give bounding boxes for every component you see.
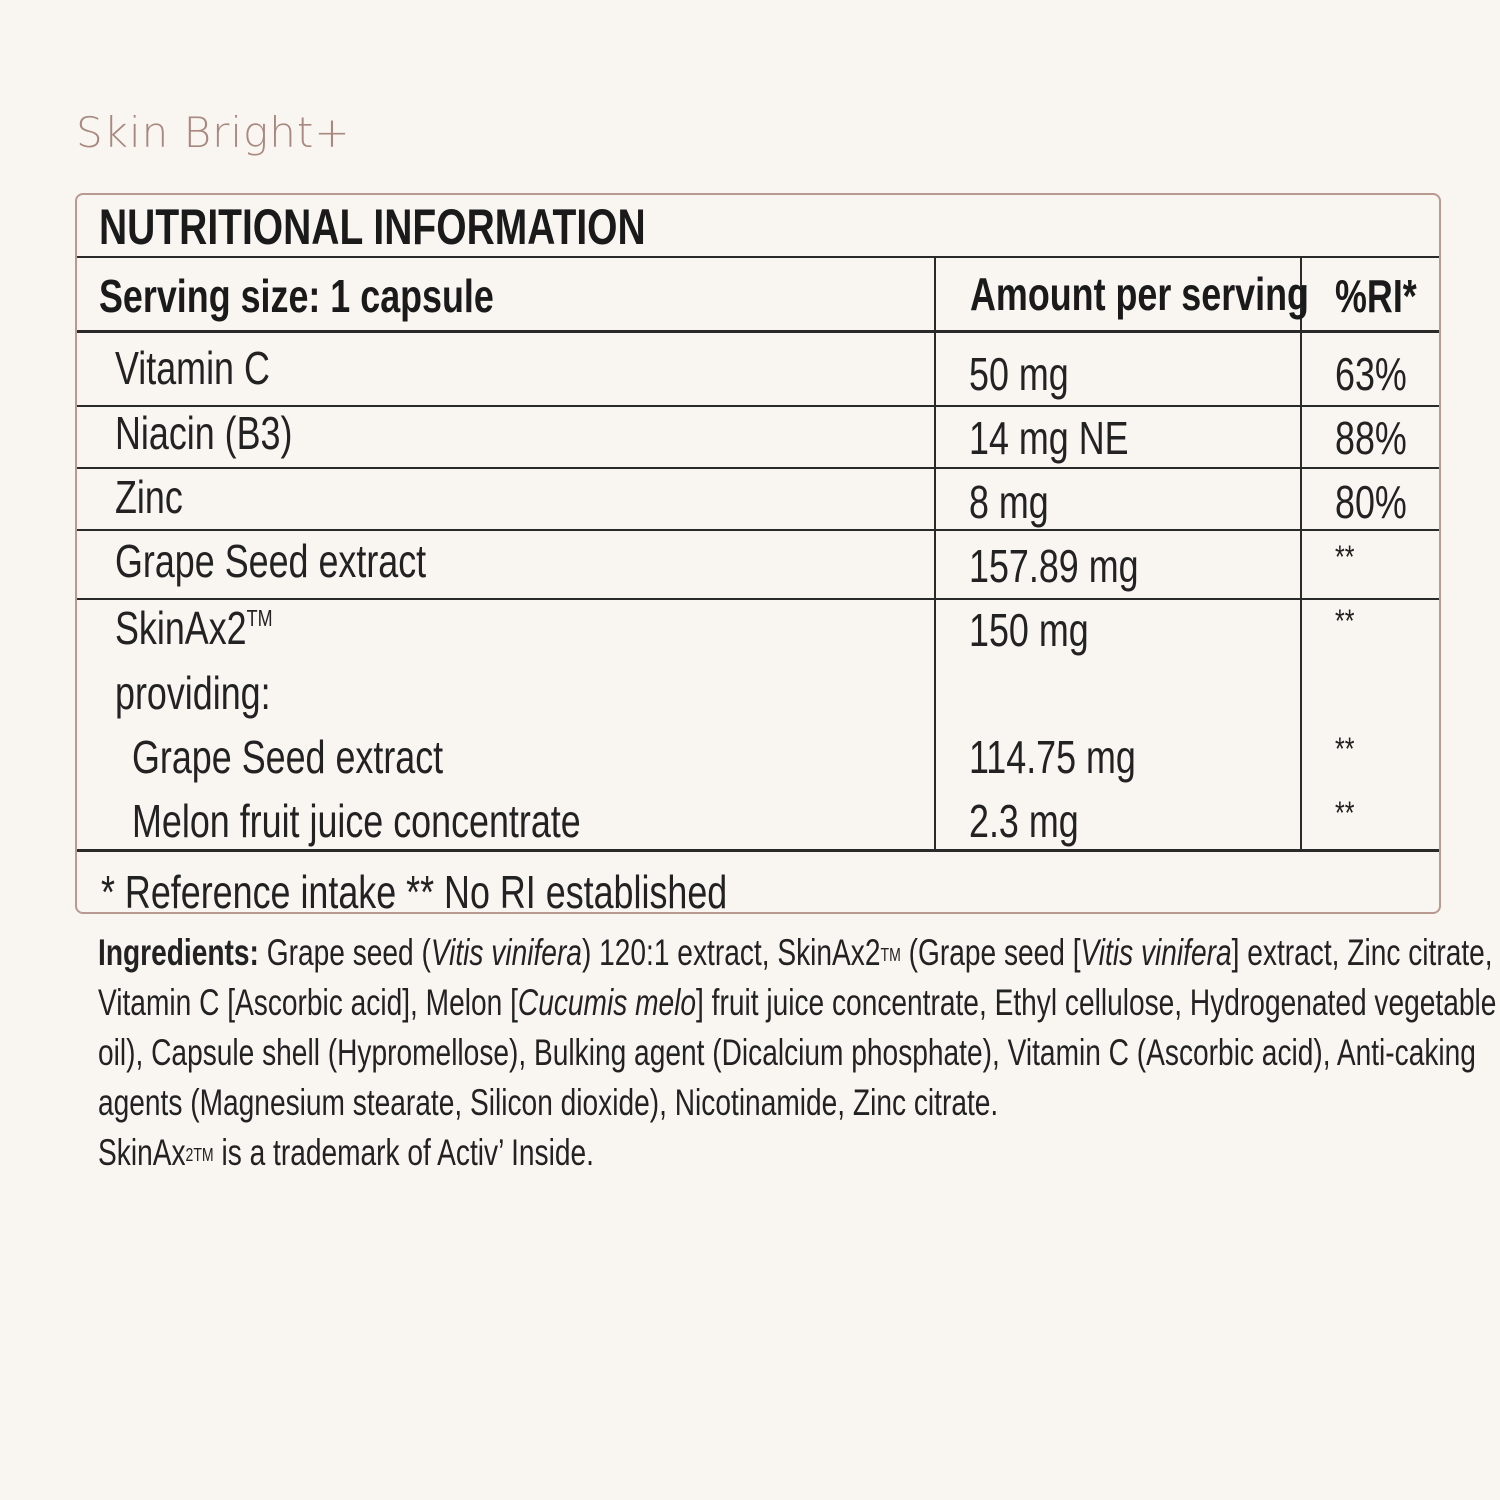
nutrient-amount: 114.75 mg xyxy=(969,731,1136,783)
nutrient-ri: ** xyxy=(1335,603,1355,639)
nutrient-amount: 2.3 mg xyxy=(969,795,1079,847)
ingredients-line-3: oil), Capsule shell (Hypromellose), Bulking agent (Dicalcium phosphate), Vitamin C (Ascorbic acid), Anti-caking xyxy=(98,1032,1476,1073)
column-divider-1 xyxy=(934,256,936,850)
ri-header: %RI* xyxy=(1335,270,1417,322)
rule-row-3 xyxy=(77,529,1439,531)
rule-row-4 xyxy=(77,598,1439,600)
nutrient-name: providing: xyxy=(115,667,271,719)
nutrient-name: Vitamin C xyxy=(115,342,270,394)
amount-header: Amount per serving xyxy=(970,268,1309,320)
column-divider-2 xyxy=(1300,256,1302,850)
nutrient-amount: 50 mg xyxy=(969,348,1069,400)
nutrient-ri: ** xyxy=(1335,731,1355,767)
table-title: NUTRITIONAL INFORMATION xyxy=(99,199,646,255)
nutrient-name: Niacin (B3) xyxy=(115,407,293,459)
nutrient-amount: 8 mg xyxy=(969,476,1049,528)
footnote: * Reference intake ** No RI established xyxy=(101,866,728,914)
nutrient-name: SkinAx2™ xyxy=(115,602,273,654)
rule-under-title xyxy=(77,256,1439,258)
nutrient-amount: 157.89 mg xyxy=(969,540,1139,592)
nutrient-amount: 150 mg xyxy=(969,604,1089,656)
rule-under-header xyxy=(77,330,1439,333)
nutrient-ri: 63% xyxy=(1335,348,1407,400)
rule-above-footnote xyxy=(77,849,1439,852)
nutrient-sub-name: Grape Seed extract xyxy=(132,731,444,783)
trademark-note: SkinAx$^{2TM}$ is a trademark of Activ’ Inside. xyxy=(98,1132,594,1173)
nutrient-ri: 80% xyxy=(1335,476,1407,528)
ingredients-line-4: agents (Magnesium stearate, Silicon dioxide), Nicotinamide, Zinc citrate. xyxy=(98,1082,999,1123)
nutrient-ri: ** xyxy=(1335,539,1355,575)
nutrient-amount: 14 mg NE xyxy=(969,412,1129,464)
nutrient-sub-name: Melon fruit juice concentrate xyxy=(132,795,581,847)
ingredients-line-1: Ingredients: Grape seed (Vitis vinifera) 120:1 extract, SkinAx2™ (Grape seed [Vitis vinifera] extract, Zinc citrate, xyxy=(98,932,1493,973)
nutrient-name: Zinc xyxy=(115,471,183,523)
serving-size-header: Serving size: 1 capsule xyxy=(99,270,494,322)
ingredients-block xyxy=(98,928,1497,1178)
trademark-mark: TM xyxy=(246,605,273,632)
nutrition-table xyxy=(75,193,1441,914)
nutrient-ri: ** xyxy=(1335,795,1355,831)
rule-row-2 xyxy=(77,467,1439,469)
brand-name: Skin Bright+ xyxy=(76,108,351,157)
ingredients-line-2: Vitamin C [Ascorbic acid], Melon [Cucumis melo] fruit juice concentrate, Ethyl cellulose, Hydrogenated vegetable xyxy=(98,982,1497,1023)
nutrient-ri: 88% xyxy=(1335,412,1407,464)
ingredients-label: Ingredients: xyxy=(98,932,259,973)
nutrient-name: Grape Seed extract xyxy=(115,535,427,587)
